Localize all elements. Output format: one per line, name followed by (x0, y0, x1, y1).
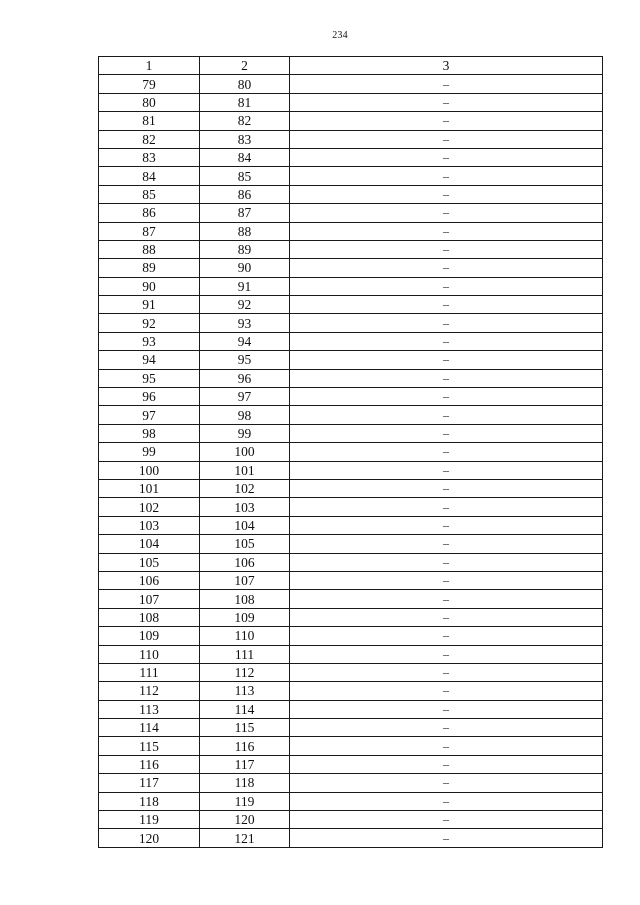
table-cell-col-1: 98 (99, 424, 200, 442)
table-cell-col-2: 97 (200, 388, 290, 406)
table-cell-col-3: – (290, 369, 603, 387)
table-cell-col-2: 104 (200, 516, 290, 534)
table-row (99, 663, 603, 681)
table-row (99, 314, 603, 332)
table-cell-col-3: – (290, 700, 603, 718)
table-cell-col-3: – (290, 663, 603, 681)
table-row (99, 406, 603, 424)
table-row (99, 204, 603, 222)
table-cell-col-2: 81 (200, 93, 290, 111)
table-cell-col-3: – (290, 443, 603, 461)
table-row (99, 424, 603, 442)
table-row (99, 112, 603, 130)
table-cell-col-1: 108 (99, 608, 200, 626)
table-cell-col-3: – (290, 682, 603, 700)
table-cell-col-1: 94 (99, 351, 200, 369)
table-row (99, 443, 603, 461)
table-row (99, 277, 603, 295)
table-cell-col-2: 89 (200, 240, 290, 258)
table-cell-col-3: – (290, 277, 603, 295)
table-row (99, 571, 603, 589)
table-cell-col-1: 92 (99, 314, 200, 332)
table-row (99, 627, 603, 645)
header-row (99, 57, 603, 75)
table-cell-col-3: – (290, 535, 603, 553)
table-cell-col-1: 110 (99, 645, 200, 663)
table-cell-col-2: 92 (200, 296, 290, 314)
table-cell-col-3: – (290, 388, 603, 406)
table-row (99, 553, 603, 571)
table-cell-col-3: – (290, 755, 603, 773)
table-cell-col-1: 107 (99, 590, 200, 608)
table-row (99, 535, 603, 553)
table-cell-col-1: 119 (99, 811, 200, 829)
table-cell-col-2: 86 (200, 185, 290, 203)
table-cell-col-1: 118 (99, 792, 200, 810)
table-cell-col-3: – (290, 719, 603, 737)
table-cell-col-2: 82 (200, 112, 290, 130)
table-cell-col-3: – (290, 296, 603, 314)
table-cell-col-1: 103 (99, 516, 200, 534)
table-cell-col-2: 101 (200, 461, 290, 479)
table-cell-col-2: 93 (200, 314, 290, 332)
table-cell-col-1: 100 (99, 461, 200, 479)
table-row (99, 479, 603, 497)
table-cell-col-2: 85 (200, 167, 290, 185)
table-cell-col-2: 100 (200, 443, 290, 461)
table-cell-col-2: 98 (200, 406, 290, 424)
table-cell-col-1: 83 (99, 148, 200, 166)
data-table (98, 56, 603, 848)
table-body (99, 75, 603, 847)
table-row (99, 792, 603, 810)
table-cell-col-3: – (290, 737, 603, 755)
table-cell-col-2: 112 (200, 663, 290, 681)
table-cell-col-2: 110 (200, 627, 290, 645)
table-cell-col-1: 111 (99, 663, 200, 681)
header-cell-2: 2 (200, 57, 290, 75)
table-row (99, 516, 603, 534)
table-cell-col-3: – (290, 406, 603, 424)
table-cell-col-1: 85 (99, 185, 200, 203)
table-cell-col-1: 89 (99, 259, 200, 277)
table-cell-col-1: 113 (99, 700, 200, 718)
table-cell-col-2: 91 (200, 277, 290, 295)
table-cell-col-2: 117 (200, 755, 290, 773)
table-cell-col-3: – (290, 461, 603, 479)
table-cell-col-3: – (290, 240, 603, 258)
table-cell-col-3: – (290, 590, 603, 608)
table-row (99, 222, 603, 240)
table-cell-col-3: – (290, 424, 603, 442)
table-cell-col-2: 87 (200, 204, 290, 222)
table-cell-col-1: 91 (99, 296, 200, 314)
table-cell-col-1: 93 (99, 332, 200, 350)
table-cell-col-2: 113 (200, 682, 290, 700)
table-cell-col-3: – (290, 774, 603, 792)
table-row (99, 682, 603, 700)
table-row (99, 296, 603, 314)
table-cell-col-3: – (290, 167, 603, 185)
table-row (99, 185, 603, 203)
table-cell-col-1: 96 (99, 388, 200, 406)
table-cell-col-1: 90 (99, 277, 200, 295)
table-cell-col-1: 102 (99, 498, 200, 516)
table-cell-col-3: – (290, 479, 603, 497)
table-cell-col-3: – (290, 553, 603, 571)
table-cell-col-2: 107 (200, 571, 290, 589)
table-row (99, 608, 603, 626)
table-cell-col-2: 118 (200, 774, 290, 792)
table-cell-col-2: 108 (200, 590, 290, 608)
table-row (99, 93, 603, 111)
table-row (99, 774, 603, 792)
table-cell-col-3: – (290, 222, 603, 240)
table-cell-col-3: – (290, 571, 603, 589)
table-cell-col-1: 79 (99, 75, 200, 93)
table-cell-col-3: – (290, 645, 603, 663)
table-cell-col-1: 88 (99, 240, 200, 258)
table-cell-col-3: – (290, 498, 603, 516)
table-cell-col-1: 101 (99, 479, 200, 497)
table-row (99, 590, 603, 608)
table-cell-col-2: 96 (200, 369, 290, 387)
table-row (99, 369, 603, 387)
table-row (99, 461, 603, 479)
table-row (99, 351, 603, 369)
table-row (99, 829, 603, 847)
table-cell-col-2: 90 (200, 259, 290, 277)
header-cell-1: 1 (99, 57, 200, 75)
table-cell-col-2: 94 (200, 332, 290, 350)
table-cell-col-1: 84 (99, 167, 200, 185)
page-number: 234 (332, 30, 348, 41)
table-row (99, 645, 603, 663)
table-cell-col-1: 99 (99, 443, 200, 461)
table-row (99, 755, 603, 773)
table-row (99, 332, 603, 350)
table-cell-col-1: 86 (99, 204, 200, 222)
table-cell-col-2: 111 (200, 645, 290, 663)
table-cell-col-1: 104 (99, 535, 200, 553)
table-cell-col-3: – (290, 829, 603, 847)
table-cell-col-3: – (290, 627, 603, 645)
table-cell-col-2: 95 (200, 351, 290, 369)
table-row (99, 259, 603, 277)
table-cell-col-2: 80 (200, 75, 290, 93)
table-row (99, 719, 603, 737)
table-cell-col-3: – (290, 351, 603, 369)
table-cell-col-2: 121 (200, 829, 290, 847)
table-cell-col-2: 120 (200, 811, 290, 829)
table-cell-col-2: 103 (200, 498, 290, 516)
table-cell-col-2: 109 (200, 608, 290, 626)
table-cell-col-2: 105 (200, 535, 290, 553)
table-cell-col-2: 99 (200, 424, 290, 442)
table-cell-col-2: 116 (200, 737, 290, 755)
table-cell-col-1: 95 (99, 369, 200, 387)
table-cell-col-1: 120 (99, 829, 200, 847)
table-cell-col-3: – (290, 608, 603, 626)
table-cell-col-1: 106 (99, 571, 200, 589)
table-cell-col-1: 117 (99, 774, 200, 792)
table-cell-col-1: 80 (99, 93, 200, 111)
table-cell-col-3: – (290, 112, 603, 130)
table-cell-col-1: 112 (99, 682, 200, 700)
table-cell-col-1: 97 (99, 406, 200, 424)
table-cell-col-2: 84 (200, 148, 290, 166)
table-cell-col-2: 119 (200, 792, 290, 810)
table-cell-col-2: 114 (200, 700, 290, 718)
table-cell-col-2: 115 (200, 719, 290, 737)
table-row (99, 700, 603, 718)
table-row (99, 240, 603, 258)
table-cell-col-1: 114 (99, 719, 200, 737)
table-row (99, 75, 603, 93)
table-cell-col-3: – (290, 185, 603, 203)
table-cell-col-1: 82 (99, 130, 200, 148)
table-row (99, 498, 603, 516)
table-cell-col-3: – (290, 148, 603, 166)
header-cell-3: 3 (290, 57, 603, 75)
table-row (99, 388, 603, 406)
table-header (99, 57, 603, 75)
table-cell-col-1: 109 (99, 627, 200, 645)
table-cell-col-3: – (290, 314, 603, 332)
table-cell-col-2: 88 (200, 222, 290, 240)
table-cell-col-3: – (290, 130, 603, 148)
table-cell-col-3: – (290, 332, 603, 350)
table-cell-col-3: – (290, 93, 603, 111)
table-row (99, 130, 603, 148)
table-cell-col-1: 87 (99, 222, 200, 240)
table-cell-col-1: 116 (99, 755, 200, 773)
table-cell-col-3: – (290, 516, 603, 534)
table-cell-col-1: 115 (99, 737, 200, 755)
table-cell-col-3: – (290, 204, 603, 222)
table-cell-col-1: 105 (99, 553, 200, 571)
table-cell-col-3: – (290, 75, 603, 93)
table-cell-col-3: – (290, 792, 603, 810)
table-cell-col-1: 81 (99, 112, 200, 130)
table-cell-col-3: – (290, 811, 603, 829)
table-cell-col-2: 83 (200, 130, 290, 148)
table-row (99, 167, 603, 185)
table-row (99, 737, 603, 755)
table-cell-col-3: – (290, 259, 603, 277)
table-row (99, 148, 603, 166)
table-row (99, 811, 603, 829)
table-cell-col-2: 106 (200, 553, 290, 571)
table-cell-col-2: 102 (200, 479, 290, 497)
